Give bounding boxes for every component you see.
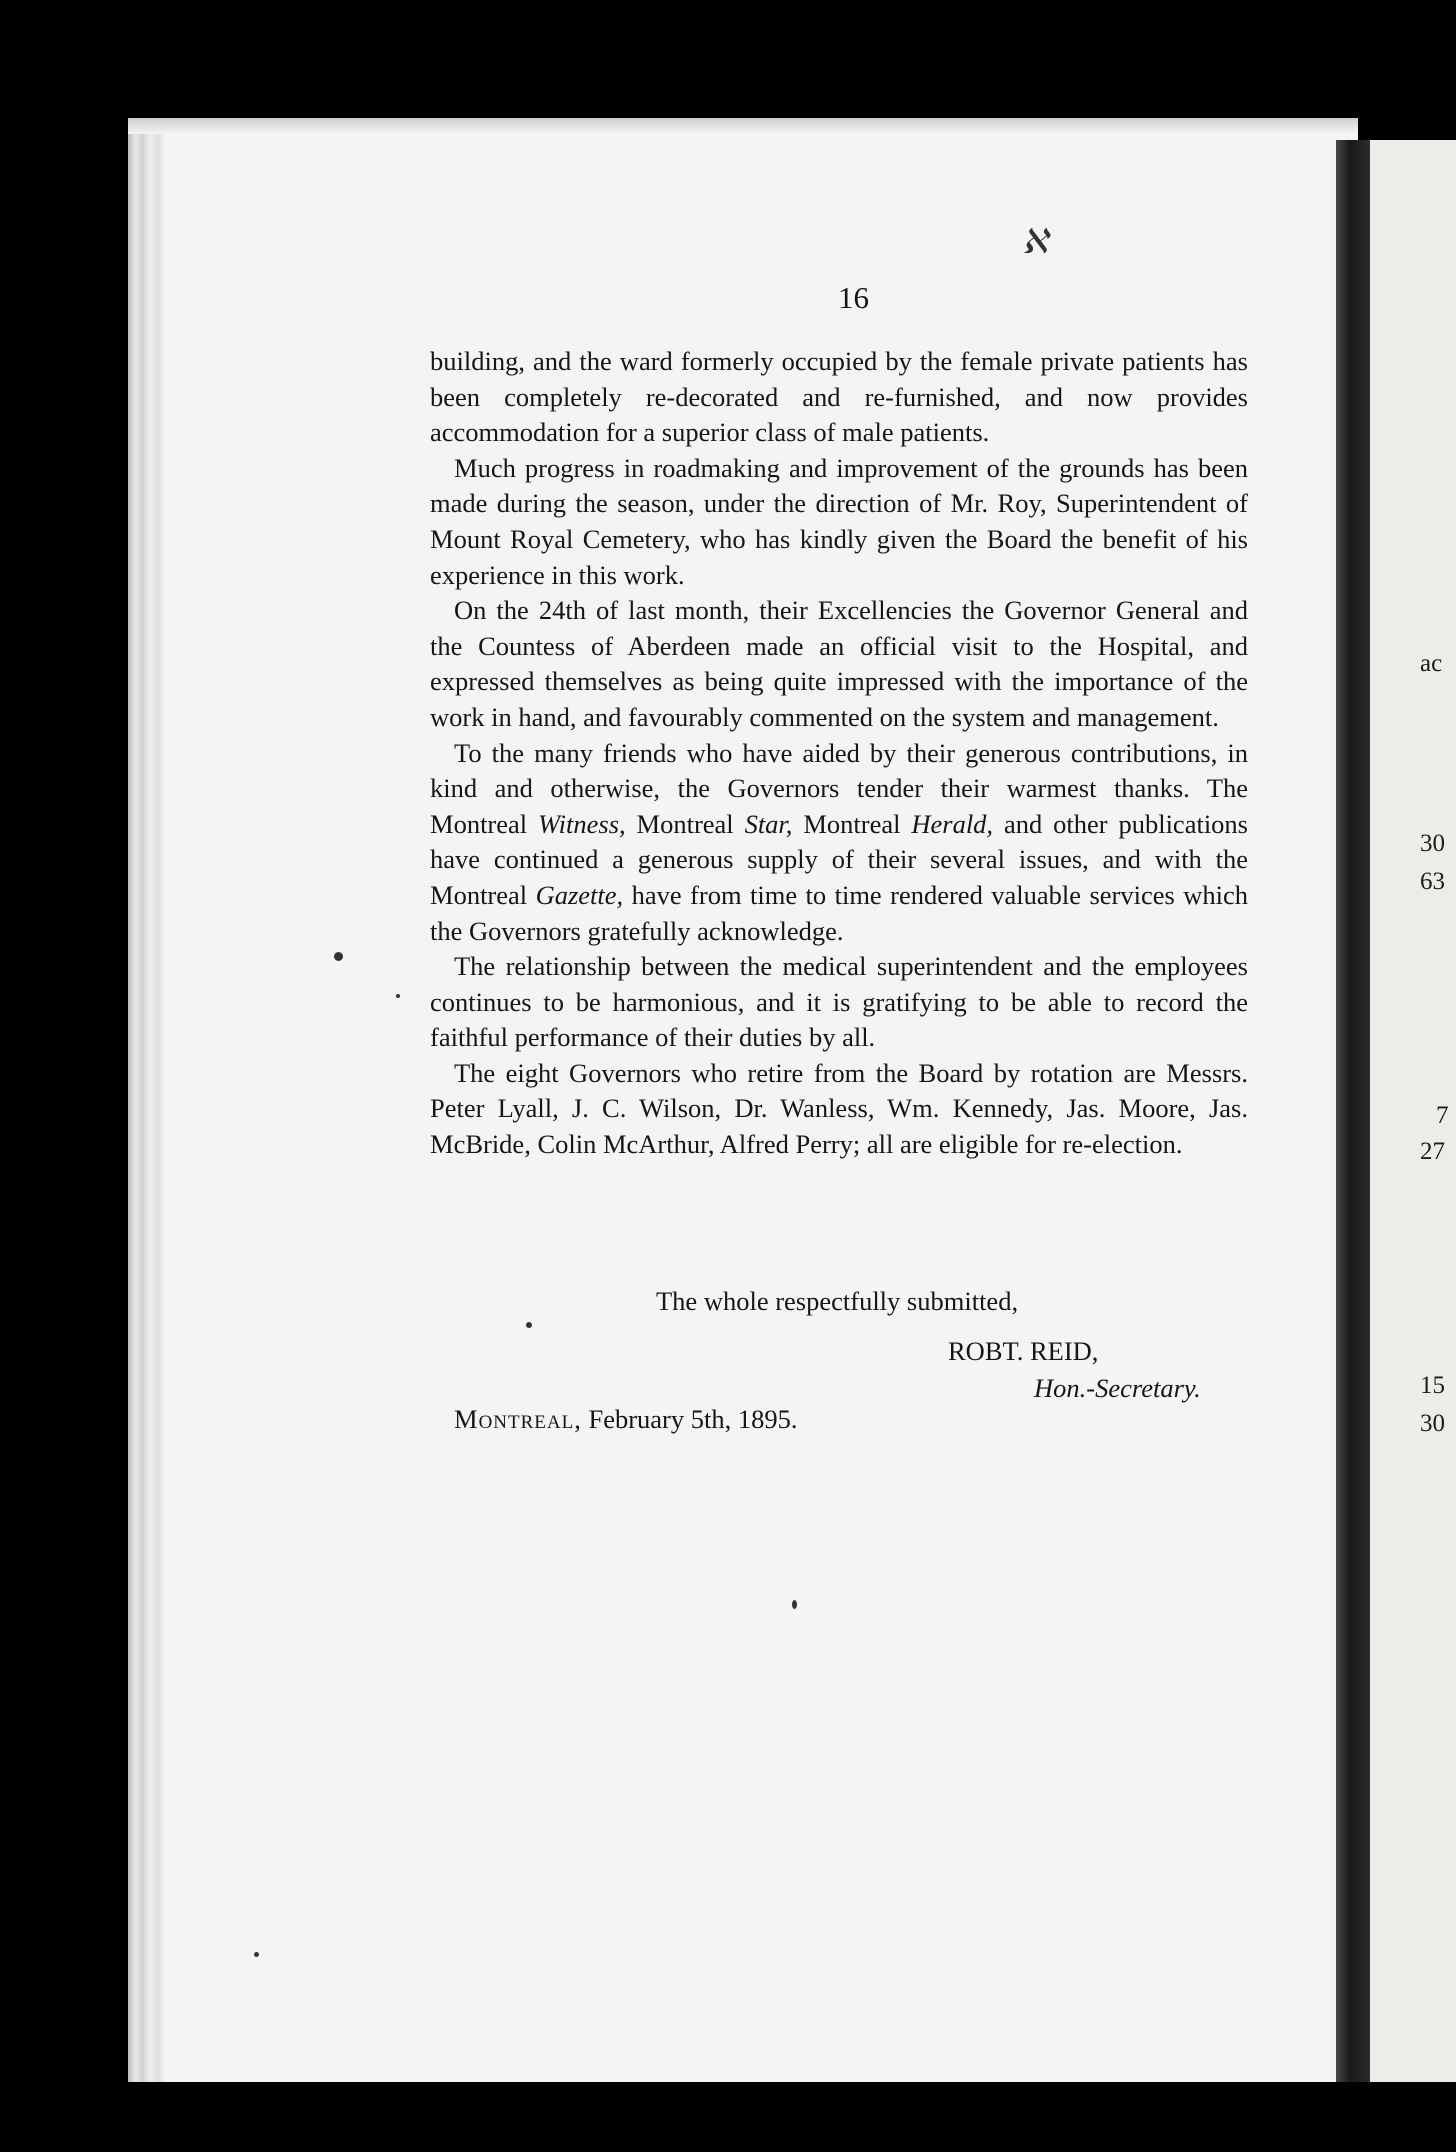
- paragraph-roadmaking: Much progress in roadmaking and improvement of the grounds has been made during the season, under the direction of Mr. Roy, Superintendent of Mount Royal Cemetery, who has kindly given the Board the benefit of his experience in this work.: [430, 452, 1248, 590]
- ink-speck: [254, 1952, 259, 1957]
- dateline-place: Montreal,: [454, 1404, 582, 1434]
- signature-title: Hon.-Secretary.: [1034, 1373, 1201, 1403]
- thanks-text: Montreal: [625, 808, 745, 839]
- dateline-date: February 5th, 1895.: [581, 1404, 798, 1434]
- dateline: [454, 1404, 798, 1435]
- book-spine-shadow: [1336, 140, 1370, 2082]
- thanks-text: To the many friends who have aided by their generous contributions, in kind and otherwise, the Governors tender their warmest thanks. The Montreal: [430, 737, 1248, 839]
- star-name: Star,: [744, 808, 793, 839]
- paragraph-ward: building, and the ward formerly occupied by the female private patients has been completely re-decorated and re-furnished, and now provides accommodation for a superior class of male patients.: [430, 346, 1248, 448]
- paragraph-relationship: The relationship between the medical superintendent and the employees continues to be harmonious, and it is gratifying to be able to record the faithful performance of their duties by all.: [430, 951, 1248, 1053]
- adjacent-page-fragment: 7: [1436, 1102, 1449, 1129]
- page-body: [430, 344, 1248, 1163]
- herald-name: Herald,: [911, 808, 994, 839]
- gazette-name: Gazette,: [535, 879, 624, 910]
- ink-speck: [396, 994, 400, 998]
- thanks-text: and other publications have continued a generous supply of their several issues, and with the Montreal: [430, 808, 1248, 910]
- witness-name: Witness,: [538, 808, 626, 839]
- adjacent-page-fragment: 27: [1420, 1138, 1445, 1165]
- adjacent-page-fragment: 15: [1420, 1372, 1445, 1399]
- ink-speck: [792, 1600, 797, 1609]
- adjacent-page-fragment: 63: [1420, 868, 1445, 895]
- pencil-mark: ℵ: [1022, 224, 1048, 261]
- thanks-text: Montreal: [792, 808, 912, 839]
- thanks-text: have from time to time rendered valuable services which the Governors gratefully acknowledge.: [430, 879, 1248, 946]
- ink-speck: [334, 952, 343, 961]
- paragraph-governors: The eight Governors who retire from the Board by rotation are Messrs. Peter Lyall, J. C. Wilson, Dr. Wanless, Wm. Kennedy, Jas. Moore, Jas. McBride, Colin McArthur, Alfred Perry; all are eligible for re-election.: [430, 1057, 1248, 1160]
- adjacent-page-fragment: ac: [1420, 650, 1443, 677]
- page-edge-top: [128, 118, 1358, 134]
- adjacent-page-fragment: 30: [1420, 830, 1445, 857]
- closing-line: The whole respectfully submitted,: [656, 1286, 1019, 1316]
- adjacent-page-fragment: 30: [1420, 1410, 1445, 1437]
- paragraph-visit: On the 24th of last month, their Excellencies the Governor General and the Countess of Aberdeen made an official visit to the Hospital, and expressed themselves as being quite impressed with the importance of the work in hand, and favourably commented on the system and management.: [430, 595, 1248, 732]
- page-number: 16: [838, 280, 869, 315]
- page-edge-left: [128, 118, 164, 2082]
- signature-name: ROBT. REID,: [948, 1336, 1099, 1366]
- ink-speck: [526, 1322, 532, 1328]
- paragraph-thanks: [430, 736, 1248, 950]
